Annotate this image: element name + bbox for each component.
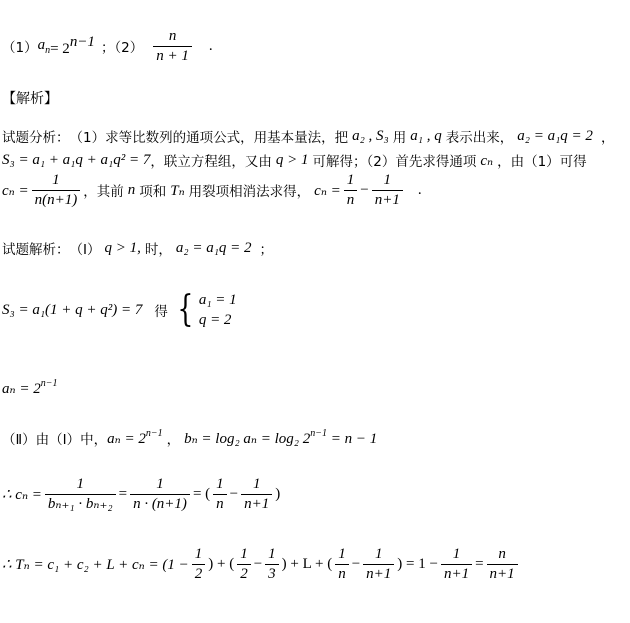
tn-paren: ) + L + ( bbox=[281, 555, 333, 572]
solution-text: ； bbox=[259, 242, 274, 258]
analysis-text: 用裂项相消法求得， bbox=[188, 184, 311, 200]
tn-fraction: $\frac{1}{n}$ bbox=[335, 546, 349, 582]
analysis-label: 试题分析： bbox=[2, 130, 70, 146]
solution-line-4 bbox=[2, 428, 377, 448]
solution-part1: （Ⅰ） bbox=[69, 242, 101, 258]
solution-line-3 bbox=[2, 378, 57, 398]
analysis-cond: q > 1 bbox=[275, 151, 309, 168]
tn-minus: − bbox=[351, 555, 361, 572]
analysis-cn: cₙ = bbox=[2, 182, 29, 199]
analysis-vars: a₁ , q bbox=[410, 127, 442, 144]
analysis-text: 用 bbox=[392, 130, 407, 146]
analysis-text: ， bbox=[600, 130, 615, 146]
analysis-text: 可解得；（2）首先求得通项 bbox=[312, 154, 477, 170]
answer-an: $a_n$ bbox=[37, 36, 51, 56]
solution-part2: （Ⅱ）由（Ⅰ）中， bbox=[2, 432, 108, 448]
solution-s3-eq: S₃ = a₁(1 + q + q²) = 7 bbox=[2, 301, 143, 318]
answer-eq: = $2^{n-1}$ bbox=[50, 34, 95, 57]
analysis-text: 项和 bbox=[139, 184, 167, 200]
analysis-tn: Tₙ bbox=[170, 182, 185, 199]
analysis-line-2 bbox=[2, 150, 587, 170]
section-title: 【解析】 bbox=[2, 91, 58, 107]
analysis-text: ，联立方程组，又由 bbox=[150, 154, 272, 170]
answer-end: . bbox=[208, 37, 213, 54]
tn-lhs: ∴ Tₙ = c₁ + c₂ + L + cₙ = (1 − bbox=[2, 556, 189, 573]
solution-line-6 bbox=[2, 546, 521, 582]
tn-fraction: $\frac{n}{n+1}$ bbox=[487, 546, 518, 582]
analysis-fraction: $\frac{1}{n+1}$ bbox=[372, 172, 403, 208]
analysis-eq: S₃ = a₁ + a₁q + a₁q² = 7 bbox=[2, 151, 151, 168]
answer-part1-label: （1） bbox=[2, 40, 38, 56]
cn-fraction: $\frac{1}{n \cdot (n+1)}$ bbox=[130, 476, 190, 512]
answer-line bbox=[2, 28, 213, 64]
analysis-eq: a₂ = a₁q = 2 bbox=[517, 127, 593, 144]
solution-text: 得 bbox=[154, 304, 168, 321]
tn-fraction: $\frac{1}{n+1}$ bbox=[441, 546, 472, 582]
cn-fraction: $\frac{1}{\text{bₙ₊₁ · bₙ₊₂}}$ bbox=[45, 476, 116, 512]
tn-minus: − bbox=[253, 555, 263, 572]
solution-text: 时， bbox=[144, 242, 172, 258]
analysis-line-3 bbox=[2, 172, 422, 208]
tn-fraction: $\frac{1}{2}$ bbox=[237, 546, 251, 582]
cn-eq: = ( bbox=[192, 485, 211, 502]
solution-an: $a_n = 2^{n-1}$ bbox=[107, 428, 163, 447]
cn-minus: − bbox=[229, 485, 239, 502]
analysis-cn: cₙ bbox=[480, 152, 494, 169]
solution-bn: bₙ = log₂ aₙ = log₂ $2^{n-1} = n - 1$ bbox=[184, 428, 378, 447]
analysis-text: ，其前 bbox=[83, 184, 124, 200]
solution-an: $a_n = 2^{n-1}$ bbox=[2, 378, 58, 397]
solution-system bbox=[199, 290, 237, 331]
answer-fraction: $\frac{n}{n + 1}$ bbox=[153, 28, 192, 64]
tn-fraction: $\frac{1}{2}$ bbox=[192, 546, 206, 582]
solution-text: ， bbox=[166, 432, 181, 448]
cn-fraction: $\frac{1}{n+1}$ bbox=[241, 476, 272, 512]
system-eq-2: q = 2 bbox=[198, 312, 232, 329]
analysis-fraction: $\frac{1}{n}$ bbox=[344, 172, 358, 208]
solution-eq: a₂ = a₁q = 2 bbox=[175, 239, 252, 256]
analysis-text: （1）求等比数列的通项公式，用基本量法，把 bbox=[69, 130, 349, 146]
analysis-line-1 bbox=[2, 126, 614, 146]
solution-line-1 bbox=[2, 238, 273, 258]
system-eq-1: a₁ = 1 bbox=[198, 292, 237, 308]
analysis-minus: − bbox=[360, 181, 369, 198]
analysis-cn: cₙ = bbox=[314, 182, 341, 199]
solution-line-5 bbox=[2, 476, 280, 512]
cn-eq: = bbox=[118, 485, 128, 502]
cn-fraction: $\frac{1}{n}$ bbox=[213, 476, 227, 512]
tn-fraction: $\frac{1}{n+1}$ bbox=[363, 546, 394, 582]
solution-label: 试题解析： bbox=[2, 242, 70, 258]
analysis-text: ，由（1）可得 bbox=[497, 154, 587, 170]
analysis-vars: a₂ , S₃ bbox=[352, 127, 389, 144]
cn-close: ) bbox=[275, 485, 281, 502]
solution-cond: q > 1, bbox=[104, 239, 141, 256]
brace-icon: { bbox=[177, 289, 194, 331]
analysis-fraction: $\frac{1}{n(n+1)}$ bbox=[32, 172, 81, 208]
cn-lhs: ∴ cₙ = bbox=[2, 486, 42, 503]
tn-fraction: $\frac{1}{3}$ bbox=[265, 546, 279, 582]
analysis-text: 表示出来， bbox=[445, 130, 514, 146]
analysis-end: . bbox=[417, 181, 422, 198]
solution-line-2 bbox=[2, 290, 237, 331]
answer-sep: ；（2） bbox=[100, 40, 144, 56]
analysis-n: n bbox=[127, 181, 136, 198]
tn-paren: ) + ( bbox=[208, 555, 235, 572]
tn-eq: = bbox=[475, 555, 484, 572]
tn-paren: ) = 1 − bbox=[397, 555, 438, 572]
